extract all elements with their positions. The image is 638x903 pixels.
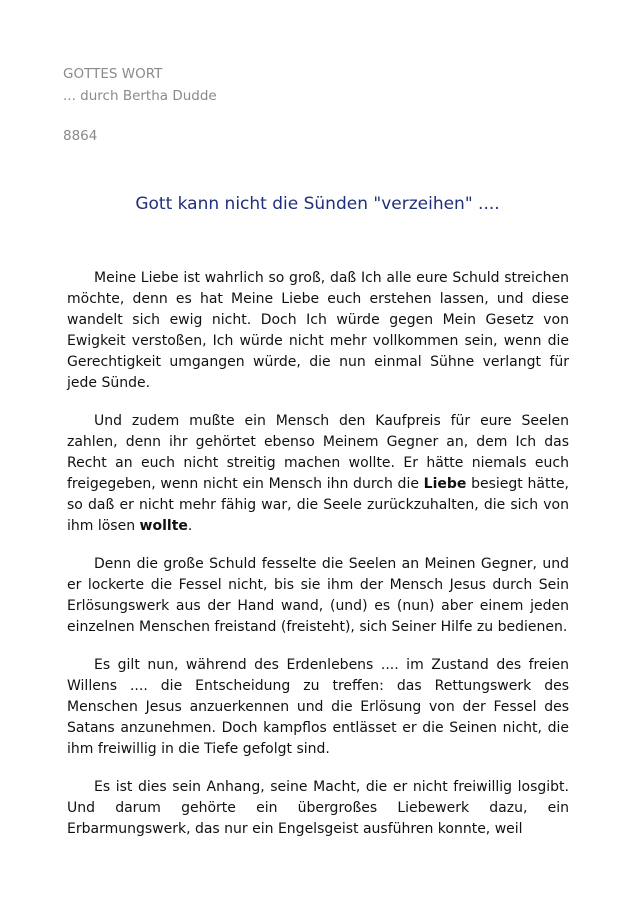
- document-header: [63, 63, 217, 147]
- paragraph-5: Es ist dies sein Anhang, seine Macht, die er nicht freiwillig losgibt. Und darum gehörte ein übergroßes Liebewerk dazu, ein Erbarmungswerk, das nur ein Engelsgeist ausführen konnte, weil: [67, 779, 569, 837]
- document-number: 8864: [63, 128, 98, 144]
- emphasis-wollte: wollte: [139, 518, 188, 534]
- emphasis-liebe: Liebe: [423, 476, 467, 492]
- paragraph-2: [67, 411, 569, 537]
- paragraph-2-text-b: besiegt hätte, so daß er nicht mehr fähig war, die Seele zurückzuhalten, die sich von ihm lösen: [67, 476, 570, 534]
- series-title: GOTTES WORT: [63, 66, 163, 82]
- paragraph-1: Meine Liebe ist wahrlich so groß, daß Ich alle eure Schuld streichen möchte, denn es hat Meine Liebe euch erstehen lassen, und diese wandelt sich ewig nicht. Doch Ich würde gegen Mein Gesetz von Ewigkeit verstoßen, Ich würde nicht mehr vollkommen sein, wenn die Gerechtigkeit umgangen würde, die nun einmal Sühne verlangt für jede Sünde.: [67, 270, 569, 391]
- paragraph-3: Denn die große Schuld fesselte die Seelen an Meinen Gegner, und er lockerte die Fessel nicht, bis sie ihm der Mensch Jesus durch Sein Erlösungswerk aus der Hand wand, (und) es (nun) aber einem jeden einzelnen Menschen freistand (freisteht), sich Seiner Hilfe zu bedienen.: [67, 556, 569, 635]
- page-title: Gott kann nicht die Sünden "verzeihen" ....: [135, 194, 500, 214]
- paragraph-2-text-c: .: [187, 518, 193, 534]
- document-body: [67, 268, 569, 857]
- paragraph-2-text-a: Und zudem mußte ein Mensch den Kaufpreis für eure Seelen zahlen, denn ihr gehörtet ebenso Meinem Gegner an, dem Ich das Recht an euch nicht streitig machen wollte. Er hätte niemals euch freigegeben, wenn nicht ein Mensch ihn durch die: [67, 413, 569, 492]
- paragraph-4: Es gilt nun, während des Erdenlebens .... im Zustand des freien Willens .... die Entscheidung zu treffen: das Rettungswerk des Menschen Jesus anzuerkennen und die Erlösung von der Fessel des Satans anzunehmen. Doch kampflos entlässet er die Seinen nicht, die ihm freiwillig in die Tiefe gefolgt sind.: [67, 657, 569, 757]
- author-line: ... durch Bertha Dudde: [63, 88, 217, 104]
